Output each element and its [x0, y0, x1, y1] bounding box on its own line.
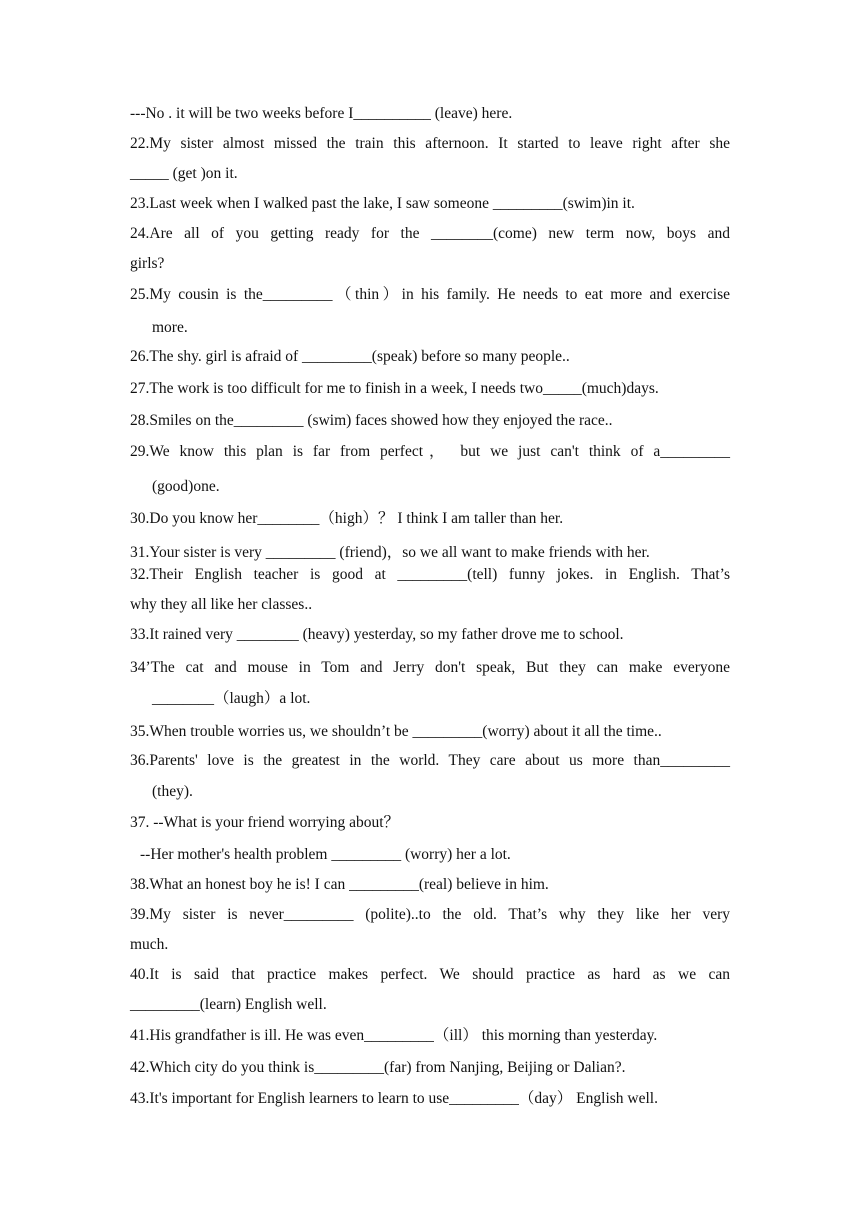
exercise-line-23: 23.Last week when I walked past the lake, I saw someone _________(swim)in it. [130, 195, 635, 212]
exercise-line-40: 40.It is said that practice makes perfect. We should practice as hard as we can [130, 966, 730, 983]
exercise-line-42: 42.Which city do you think is_________(far) from Nanjing, Beijing or Dalian?. [130, 1059, 626, 1076]
exercise-line-22: 22.My sister almost missed the train this afternoon. It started to leave right after she [130, 135, 730, 152]
exercise-line-21-answer: ---No . it will be two weeks before I__________ (leave) here. [130, 105, 513, 122]
exercise-line-30: 30.Do you know her________（high）？ I think I am taller than her. [130, 510, 564, 527]
exercise-line-37: 37. --What is your friend worrying about？ [130, 814, 400, 831]
exercise-line-39: 39.My sister is never_________ (polite)..to the old. That’s why they like her very [130, 906, 730, 923]
exercise-line-27: 27.The work is too difficult for me to finish in a week, I needs two_____(much)days. [130, 380, 659, 397]
exercise-line-22-cont: _____ (get )on it. [130, 165, 238, 182]
exercise-line-25-cont: more. [152, 319, 188, 336]
exercise-line-40-cont: _________(learn) English well. [130, 996, 327, 1013]
exercise-line-36: 36.Parents' love is the greatest in the world. They care about us more than_________ [130, 752, 730, 769]
exercise-line-36-cont: (they). [152, 783, 193, 800]
exercise-line-35: 35.When trouble worries us, we shouldn’t be _________(worry) about it all the time.. [130, 723, 662, 740]
exercise-line-41: 41.His grandfather is ill. He was even_________（ill） this morning than yesterday. [130, 1027, 658, 1044]
exercise-line-28: 28.Smiles on the_________ (swim) faces showed how they enjoyed the race.. [130, 412, 613, 429]
exercise-line-24: 24.Are all of you getting ready for the ________(come) new term now, boys and [130, 225, 730, 242]
exercise-line-24-cont: girls? [130, 255, 165, 272]
exercise-line-39-cont: much. [130, 936, 169, 953]
exercise-line-32-cont: why they all like her classes.. [130, 596, 313, 613]
exercise-line-29: 29.We know this plan is far from perfect， but we just can't think of a_________ [130, 443, 730, 460]
exercise-line-34-cont: ________（laugh）a lot. [152, 690, 311, 707]
exercise-line-38: 38.What an honest boy he is! I can _________(real) believe in him. [130, 876, 549, 893]
exercise-line-29-cont: (good)one. [152, 478, 220, 495]
exercise-line-32: 32.Their English teacher is good at _________(tell) funny jokes. in English. That’s [130, 566, 730, 583]
exercise-line-43: 43.It's important for English learners to learn to use_________（day） English well. [130, 1090, 658, 1107]
exercise-line-34: 34’The cat and mouse in Tom and Jerry don't speak, But they can make everyone [130, 659, 730, 676]
exercise-line-31: 31.Your sister is very _________ (friend)，so we all want to make friends with her. [130, 544, 650, 561]
exercise-line-37-answer: --Her mother's health problem _________ (worry) her a lot. [140, 846, 511, 863]
exercise-line-26: 26.The shy. girl is afraid of _________(speak) before so many people.. [130, 348, 570, 365]
exercise-line-33: 33.It rained very ________ (heavy) yesterday, so my father drove me to school. [130, 626, 624, 643]
exercise-line-25: 25.My cousin is the_________（thin）in his family. He needs to eat more and exercise [130, 286, 730, 303]
